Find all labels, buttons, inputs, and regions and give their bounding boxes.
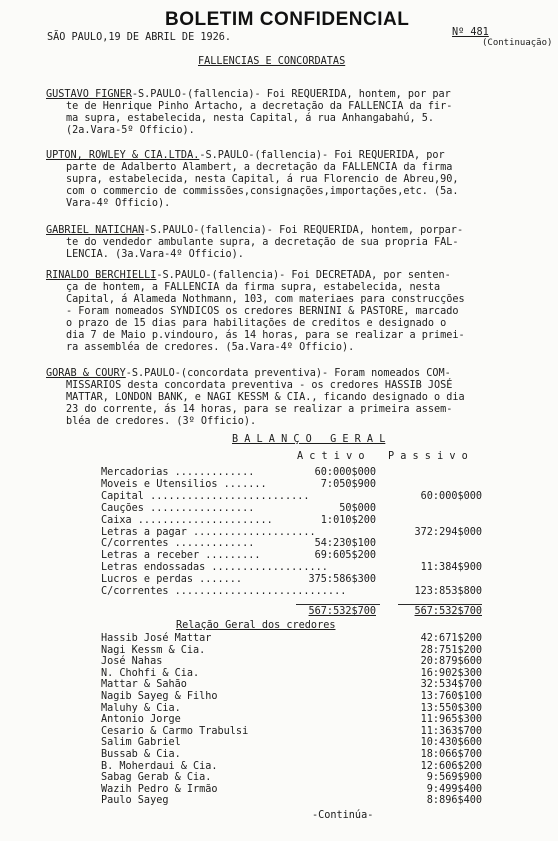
creditor-name: Paulo Sayeg	[101, 795, 169, 807]
balance-row-activo: 375:586$300	[308, 574, 376, 586]
creditor-amount: 12:606$200	[420, 760, 482, 772]
balance-row-passivo: 11:384$900	[420, 562, 482, 574]
balance-row-passivo: 372:294$000	[414, 526, 482, 538]
balance-row-activo: 50$000	[339, 502, 376, 514]
entry-name: GORAB & COURY	[46, 368, 126, 379]
continuation-note: (Continuação)	[482, 38, 553, 48]
place-date: SÃO PAULO,19 DE ABRIL DE 1926.	[47, 32, 232, 43]
creditor-amount: 20:879$600	[420, 656, 482, 668]
creditor-amount: 32:534$700	[420, 679, 482, 691]
creditor-amount: 16:902$300	[420, 667, 482, 679]
creditor-name: Antonio Jorge	[101, 714, 181, 726]
activo-header: A c t i v o	[297, 451, 365, 462]
entry-line: dia 7 de Maio p.vindouro, ás 14 horas, para se realizar a primei-	[66, 330, 465, 341]
creditor-amount: 9:499$400	[426, 783, 482, 795]
creditor-name: Mattar & Sahão	[101, 679, 187, 691]
balance-row-label: Capital ..........................	[101, 490, 310, 502]
entry-line: MISSARIOS desta concordata preventiva - os credores HASSIB JOSÉ	[66, 380, 453, 391]
balance-row-label: C/correntes .............	[101, 538, 255, 550]
balance-row-label: Letras a pagar ....................	[101, 526, 316, 538]
creditor-name: Hassib José Mattar	[101, 633, 212, 644]
entry-line: ra assembléa de credores. (5a.Vara-4º Officio).	[66, 342, 355, 353]
balance-row-activo: 69:605$200	[314, 550, 376, 562]
creditor-amount: 42:671$200	[420, 633, 482, 644]
entry-upton-rowley	[46, 150, 459, 210]
balance-title: B A L A N Ç O G E R A L	[232, 434, 386, 445]
entry-line: 23 do corrente, ás 14 horas, para se realizar a primeira assem-	[66, 404, 453, 415]
creditor-name: Sabag Gerab & Cia.	[101, 772, 212, 784]
total-activo: 567:532$700	[308, 606, 376, 617]
continues-footer: -Continúa-	[312, 810, 374, 821]
section-title: FALLENCIAS E CONCORDATAS	[198, 56, 346, 67]
entry-name: RINALDO BERCHIELLI	[46, 270, 157, 281]
creditor-amount: 13:760$100	[420, 691, 482, 702]
entry-line: -S.PAULO-(fallencia)- Foi DECRETADA, por senten-	[156, 270, 451, 281]
creditor-name: Bussab & Cia.	[101, 749, 181, 760]
entry-gustavo-figner	[46, 89, 452, 137]
entry-rinaldo-berchielli	[46, 270, 465, 354]
creditor-amount: 13:550$300	[420, 702, 482, 714]
creditor-name: Cesario & Carmo Trabulsi	[101, 725, 249, 737]
entry-line: ma supra, estabelecida, nesta Capital, á rua Anhangabahú, 5.	[66, 113, 435, 124]
entry-line: - Foram nomeados SYNDICOS os credores BERNINI & PASTORE, marcado	[66, 306, 459, 317]
entry-line: o prazo de 15 dias para habilitações de creditos e designado o	[66, 318, 447, 329]
creditor-amount: 18:066$700	[420, 749, 482, 760]
balance-row-label: Letras a receber .........	[101, 550, 261, 562]
bulletin-number: Nº 481	[452, 27, 489, 38]
balance-row-label: Cauções .................	[101, 502, 255, 514]
creditor-amount: 9:569$900	[426, 772, 482, 784]
balance-row-label: Moveis e Utensilios .......	[101, 478, 267, 490]
balance-row-label: Letras endossadas ...................	[101, 562, 328, 574]
balance-row-label: C/correntes ............................	[101, 586, 347, 597]
entry-line: supra, estabelecida, nesta Capital, á rua Florencio de Abreu,90,	[66, 174, 459, 185]
entry-line: ça de hontem, a FALLENCIA da firma supra, estabelecida, nesta	[66, 282, 441, 293]
creditor-name: N. Chohfi & Cia.	[101, 667, 200, 679]
entry-name: GUSTAVO FIGNER	[46, 89, 132, 100]
entry-line: -S.PAULO-(concordata preventiva)- Foram nomeados COM-	[125, 368, 451, 379]
creditor-name: Maluhy & Cia.	[101, 702, 181, 714]
creditor-name: José Nahas	[101, 656, 163, 668]
creditor-amount: 11:363$700	[420, 725, 482, 737]
entry-line: -S.PAULO-(fallencia)- Foi REQUERIDA, hontem, porpar-	[144, 225, 464, 236]
activo-total-rule	[296, 604, 380, 605]
total-passivo: 567:532$700	[414, 606, 482, 617]
creditors-title: Relação Geral dos credores	[176, 620, 336, 631]
creditor-name: Salim Gabriel	[101, 737, 181, 749]
passivo-header: P a s s i v o	[388, 451, 468, 462]
entry-line: com o commercio de commissões,consignações,importações,etc. (5a.	[66, 186, 459, 197]
entry-line: MATTAR, LONDON BANK, e NAGI KESSM & CIA., ficando designado o dia	[66, 392, 465, 403]
creditor-name: B. Moherdaui & Cia.	[101, 760, 218, 772]
entry-gabriel-natichan	[46, 225, 463, 261]
entry-line: Vara-4º Officio).	[66, 198, 171, 209]
entry-line: Capital, á Alameda Nothmann, 103, com materiaes para construcções	[66, 294, 465, 305]
entry-line: LENCIA. (3a.Vara-4º Officio).	[66, 249, 244, 260]
entry-line: (2a.Vara-5º Officio).	[66, 125, 195, 136]
creditor-amount: 11:965$300	[420, 714, 482, 726]
creditor-name: Nagib Sayeg & Filho	[101, 691, 218, 702]
entry-line: bléa de credores. (3º Officio).	[66, 416, 257, 427]
balance-row-passivo: 60:000$000	[420, 490, 482, 502]
balance-row-passivo: 123:853$800	[414, 586, 482, 597]
creditor-name: Nagi Kessm & Cia.	[101, 644, 206, 656]
entry-line: -S.PAULO-(fallencia)- Foi REQUERIDA, hontem, por par	[131, 89, 451, 100]
balance-row-label: Mercadorias .............	[101, 467, 255, 478]
balance-row-label: Caixa ......................	[101, 514, 273, 526]
bulletin-title: BOLETIM CONFIDENCIAL	[165, 9, 410, 30]
entry-line: te do vendedor ambulante supra, a decretação de sua propria FAL-	[66, 237, 459, 248]
entry-line: te de Henrique Pinho Artacho, a decretação da FALLENCIA da fir-	[66, 101, 453, 112]
balance-row-activo: 60:000$000	[314, 467, 376, 478]
entry-name: UPTON, ROWLEY & CIA.LTDA.	[46, 150, 200, 161]
entry-line: -S.PAULO-(fallencia)- Foi REQUERIDA, por	[199, 150, 445, 161]
entry-line: parte de Adalberto Alambert, a decretação da FALLENCIA da firma	[66, 162, 453, 173]
passivo-total-rule	[398, 604, 482, 605]
balance-row-activo: 1:010$200	[320, 514, 376, 526]
creditor-amount: 10:430$600	[420, 737, 482, 749]
entry-name: GABRIEL NATICHAN	[46, 225, 145, 236]
balance-row-label: Lucros e perdas .......	[101, 574, 243, 586]
entry-gorab-coury	[46, 368, 465, 428]
balance-row-activo: 54:230$100	[314, 538, 376, 550]
creditor-amount: 28:751$200	[420, 644, 482, 656]
balance-row-activo: 7:050$900	[320, 478, 376, 490]
creditor-amount: 8:896$400	[426, 795, 482, 807]
creditor-name: Wazih Pedro & Irmão	[101, 783, 218, 795]
